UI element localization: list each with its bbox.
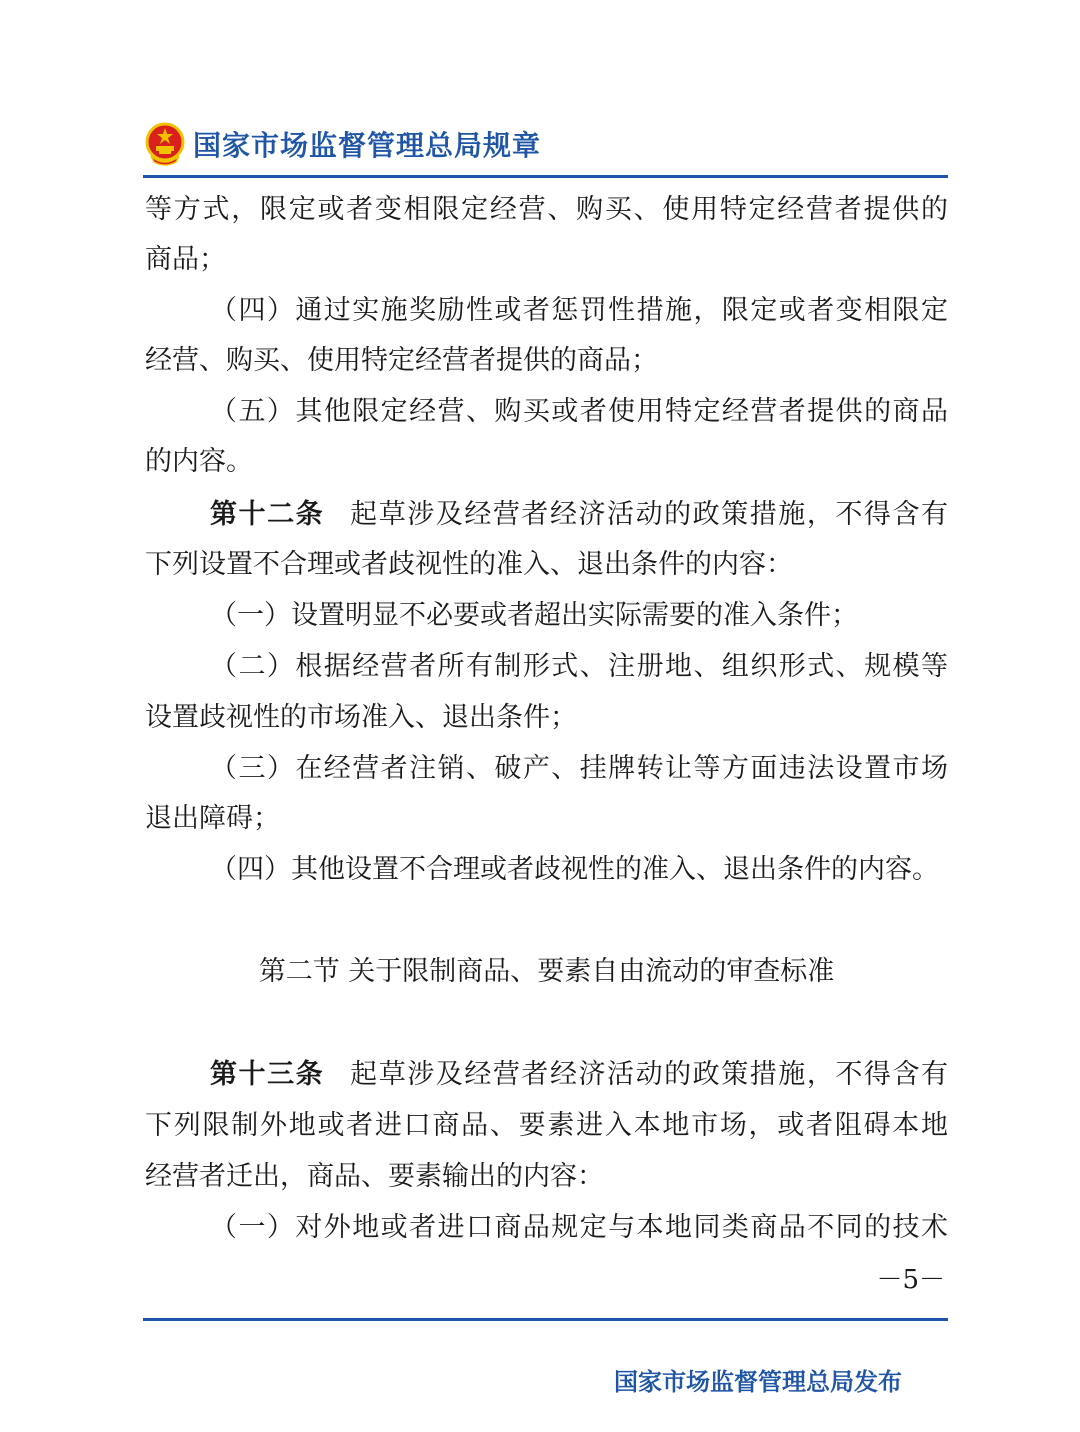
- article-13-label: 第十三条: [210, 1059, 325, 1090]
- clause-line: （五）其他限定经营、购买或者使用特定经营者提供的商品: [210, 396, 948, 427]
- body-line: 设置歧视性的市场准入、退出条件；: [145, 702, 577, 733]
- article-12-text: 起草涉及经营者经济活动的政策措施，不得含有: [350, 499, 949, 530]
- article-13-heading: [210, 1055, 948, 1095]
- section-title: 第二节 关于限制商品、要素自由流动的审查标准: [258, 956, 835, 987]
- article-12-heading: [210, 495, 948, 535]
- body-line: 下列限制外地或者进口商品、要素进入本地市场，或者阻碍本地: [145, 1110, 948, 1141]
- footer-divider: [143, 1318, 948, 1321]
- footer-publisher: 国家市场监督管理总局发布: [614, 1368, 902, 1396]
- clause-line: （三）在经营者注销、破产、挂牌转让等方面违法设置市场: [210, 753, 948, 784]
- header-divider: [143, 175, 948, 178]
- clause-line: （四）其他设置不合理或者歧视性的准入、退出条件的内容。: [210, 854, 939, 885]
- page-header: [145, 118, 541, 170]
- national-emblem-icon: [145, 122, 185, 166]
- body-line: 下列设置不合理或者歧视性的准入、退出条件的内容：: [145, 549, 793, 580]
- clause-line: （二）根据经营者所有制形式、注册地、组织形式、规模等: [210, 651, 948, 682]
- body-line: 经营、购买、使用特定经营者提供的商品；: [145, 345, 658, 376]
- header-title: 国家市场监督管理总局规章: [193, 129, 542, 162]
- clause-line: （四）通过实施奖励性或者惩罚性措施，限定或者变相限定: [210, 295, 948, 326]
- page-number: －5－: [876, 1265, 945, 1295]
- article-13-text: 起草涉及经营者经济活动的政策措施，不得含有: [350, 1059, 949, 1090]
- article-12-label: 第十二条: [210, 499, 325, 530]
- body-line: 退出障碍；: [145, 803, 280, 834]
- clause-line: （一）设置明显不必要或者超出实际需要的准入条件；: [210, 600, 858, 631]
- body-line: 商品；: [145, 244, 226, 275]
- body-line: 等方式，限定或者变相限定经营、购买、使用特定经营者提供的: [145, 194, 948, 225]
- clause-line: （一）对外地或者进口商品规定与本地同类商品不同的技术: [210, 1212, 948, 1243]
- body-line: 的内容。: [145, 446, 253, 477]
- body-line: 经营者迁出，商品、要素输出的内容：: [145, 1161, 604, 1192]
